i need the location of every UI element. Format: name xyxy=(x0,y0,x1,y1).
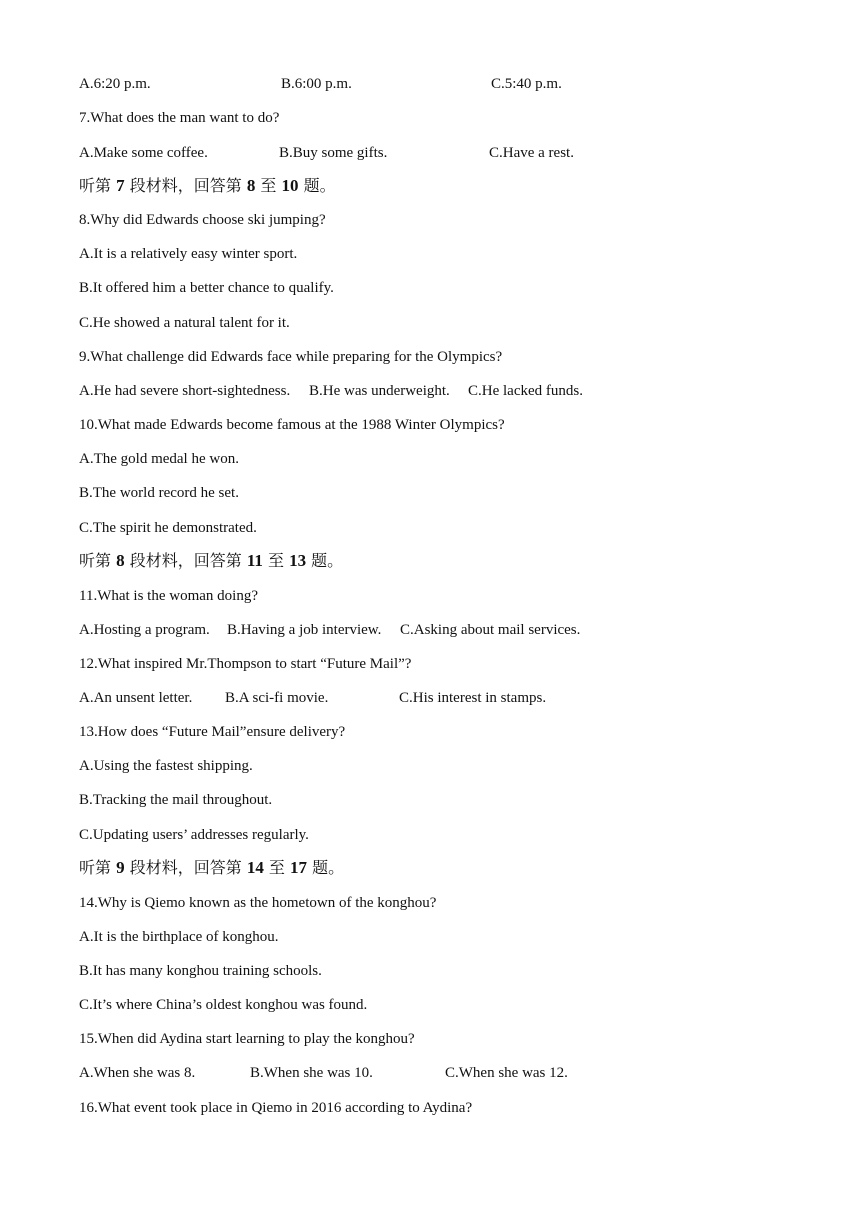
q10-option-b: B.The world record he set. xyxy=(79,485,239,501)
q15-question: 15.When did Aydina start learning to play the konghou? xyxy=(79,1031,415,1047)
q15-option-b: B.When she was 10. xyxy=(250,1065,373,1081)
q12-question: 12.What inspired Mr.Thompson to start “Future Mail”? xyxy=(79,656,412,672)
q9-question: 9.What challenge did Edwards face while preparing for the Olympics? xyxy=(79,349,503,365)
q8-option-a: A.It is a relatively easy winter sport. xyxy=(79,246,298,262)
q8-option-b: B.It offered him a better chance to qualify. xyxy=(79,280,334,296)
q7-option-c: C.Have a rest. xyxy=(489,145,574,161)
q7-option-b: B.Buy some gifts. xyxy=(279,145,388,161)
section-heading-8: 听第 8 段材料，回答第 11 至 13 题。 xyxy=(79,551,344,570)
q11-option-c: C.Asking about mail services. xyxy=(400,622,581,638)
q15-option-a: A.When she was 8. xyxy=(79,1065,196,1081)
q6-option-c: C.5:40 p.m. xyxy=(491,76,562,92)
q13-option-b: B.Tracking the mail throughout. xyxy=(79,792,273,808)
q11-question: 11.What is the woman doing? xyxy=(79,588,258,604)
q8-question: 8.Why did Edwards choose ski jumping? xyxy=(79,212,326,228)
q6-option-b: B.6:00 p.m. xyxy=(281,76,352,92)
q8-option-c: C.He showed a natural talent for it. xyxy=(79,315,290,331)
q16-question: 16.What event took place in Qiemo in 2016 according to Aydina? xyxy=(79,1100,473,1116)
q13-option-c: C.Updating users’ addresses regularly. xyxy=(79,827,309,843)
q10-option-a: A.The gold medal he won. xyxy=(79,451,239,467)
q7-option-a: A.Make some coffee. xyxy=(79,145,208,161)
q12-option-c: C.His interest in stamps. xyxy=(399,690,547,706)
section-heading-7: 听第 7 段材料，回答第 8 至 10 题。 xyxy=(79,176,336,195)
q10-question: 10.What made Edwards become famous at the 1988 Winter Olympics? xyxy=(79,417,505,433)
q12-option-a: A.An unsent letter. xyxy=(79,690,193,706)
q14-option-b: B.It has many konghou training schools. xyxy=(79,963,322,979)
q14-option-c: C.It’s where China’s oldest konghou was found. xyxy=(79,997,368,1013)
q15-option-c: C.When she was 12. xyxy=(445,1065,568,1081)
q11-option-a: A.Hosting a program. xyxy=(79,622,210,638)
q9-option-a: A.He had severe short-sightedness. xyxy=(79,383,291,399)
section-heading-9: 听第 9 段材料，回答第 14 至 17 题。 xyxy=(79,858,345,877)
q12-option-b: B.A sci-fi movie. xyxy=(225,690,329,706)
q11-option-b: B.Having a job interview. xyxy=(227,622,382,638)
q13-option-a: A.Using the fastest shipping. xyxy=(79,758,253,774)
q9-option-b: B.He was underweight. xyxy=(309,383,450,399)
q14-question: 14.Why is Qiemo known as the hometown of the konghou? xyxy=(79,895,437,911)
q9-option-c: C.He lacked funds. xyxy=(468,383,583,399)
q13-question: 13.How does “Future Mail”ensure delivery? xyxy=(79,724,346,740)
q10-option-c: C.The spirit he demonstrated. xyxy=(79,520,257,536)
q7-question: 7.What does the man want to do? xyxy=(79,110,280,126)
q14-option-a: A.It is the birthplace of konghou. xyxy=(79,929,279,945)
q6-option-a: A.6:20 p.m. xyxy=(79,76,151,92)
